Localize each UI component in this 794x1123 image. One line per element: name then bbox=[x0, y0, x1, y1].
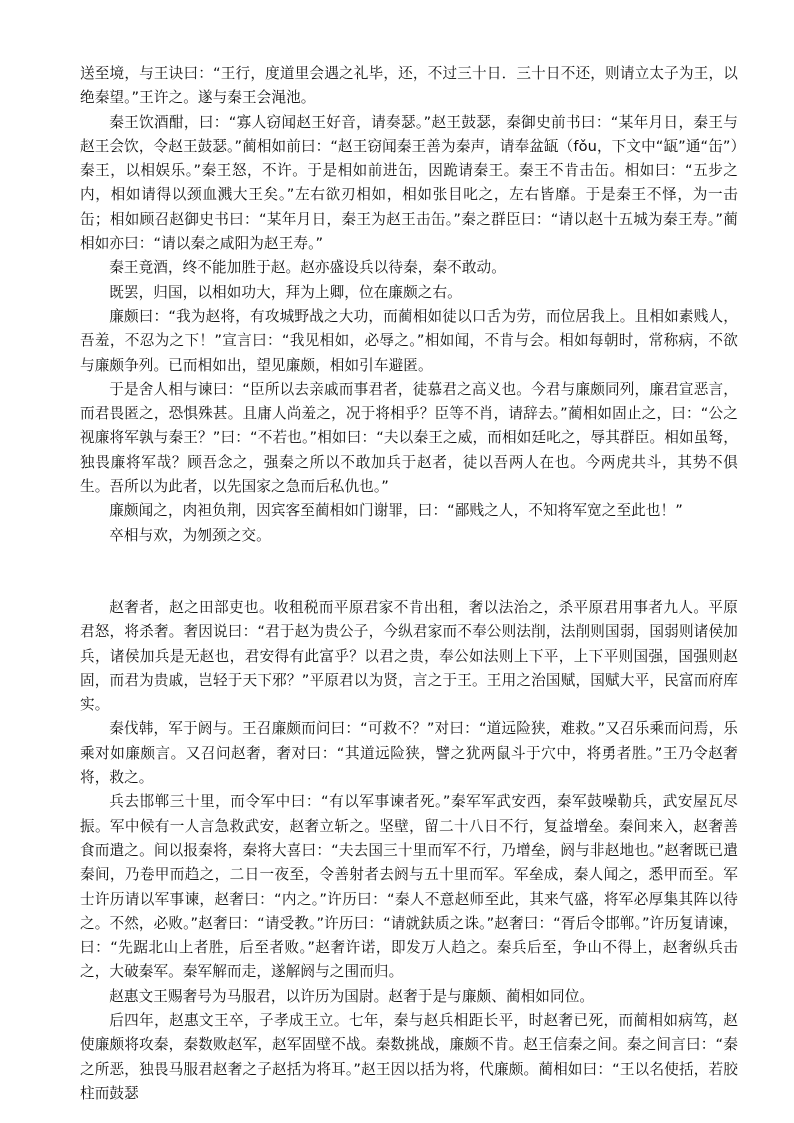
paragraph: 廉颇闻之，肉袒负荆，因宾客至蔺相如门谢罪，曰：“鄙贱之人，不知将军宽之至此也！” bbox=[109, 502, 683, 520]
paragraph: 廉颇曰：“我为赵将，有攻城野战之大功，而蔺相如徒以口舌为劳，而位居我上。且相如素贱人，吾羞，不忍为之下！”宣言曰：“我见相如，必辱之。”相如闻，不肯与会。相如每朝时，常称病，不欲与廉颇争列。已而相如出，望见廉颇，相如引车避匿。 bbox=[80, 307, 738, 374]
paragraph: 卒相与欢，为刎颈之交。 bbox=[109, 526, 271, 544]
paragraph: 于是舍人相与谏曰：“臣所以去亲戚而事君者，徒慕君之高义也。今君与廉颇同列，廉君宣恶言，而君畏匿之，恐惧殊甚。且庸人尚羞之，况于将相乎？臣等不肖，请辞去。”蔺相如固止之，曰：“公之视廉将军孰与秦王？”曰：“不若也。”相如曰：“夫以秦王之威，而相如廷叱之，辱其群臣。相如虽驽，独畏廉将军哉？顾吾念之，强秦之所以不敢加兵于赵者，徒以吾两人在也。今两虎共斗，其势不俱生。吾所以为此者，以先国家之急而后私仇也。” bbox=[80, 380, 738, 496]
paragraph: 既罢，归国，以相如功大，拜为上卿，位在廉颇之右。 bbox=[109, 283, 462, 301]
section-gap bbox=[80, 548, 738, 596]
paragraph: 赵惠文王赐奢号为马服君，以许历为国尉。赵奢于是与廉颇、蔺相如同位。 bbox=[109, 987, 595, 1005]
paragraph: 秦王饮酒酣，曰：“寡人窃闻赵王好音，请奏瑟。”赵王鼓瑟，秦御史前书曰：“某年月日，秦王与赵王会饮，令赵王鼓瑟。”蔺相如前曰：“赵王窃闻秦王善为秦声，请奉盆缻（fǒu，下文中“缻”通“缶”）秦王，以相娱乐。”秦王怒，不许。于是相如前进缶，因跪请秦王。秦王不肯击缶。相如曰：“五步之内，相如请得以颈血溅大王矣。”左右欲刃相如，相如张目叱之，左右皆靡。于是秦王不怿，为一击缶；相如顾召赵御史书曰：“某年月日，秦王为赵王击缶。”秦之群臣曰：“请以赵十五城为秦王寿。”蔺相如亦曰：“请以秦之咸阳为赵王寿。” bbox=[80, 113, 738, 253]
paragraph: 兵去邯郸三十里，而令军中曰：“有以军事谏者死。”秦军军武安西，秦军鼓噪勒兵，武安屋瓦尽振。军中候有一人言急救武安，赵奢立斩之。坚壁，留二十八日不行，复益增垒。秦间来入，赵奢善食而遣之。间以报秦将，秦将大喜曰：“夫去国三十里而军不行，乃增垒，阏与非赵地也。”赵奢既已遣秦间，乃卷甲而趋之，二日一夜至，令善射者去阏与五十里而军。军垒成，秦人闻之，悉甲而至。军士许历请以军事谏，赵奢曰：“内之。”许历曰：“秦人不意赵师至此，其来气盛，将军必厚集其阵以待之。不然，必败。”赵奢曰：“请受教。”许历曰：“请就鈇质之诛。”赵奢曰：“胥后令邯郸。”许历复请谏，曰：“先踞北山上者胜，后至者败。”赵奢许诺，即发万人趋之。秦兵后至，争山不得上，赵奢纵兵击之，大破秦军。秦军解而走，遂解阏与之围而归。 bbox=[80, 793, 738, 981]
paragraph: 秦王竟酒，终不能加胜于赵。赵亦盛设兵以待秦，秦不敢动。 bbox=[109, 259, 506, 277]
paragraph: 送至境，与王诀曰：“王行，度道里会遇之礼毕，还，不过三十日．三十日不还，则请立太子为王，以绝秦望。”王许之。遂与秦王会渑池。 bbox=[80, 65, 738, 107]
paragraph: 后四年，赵惠文王卒，子孝成王立。七年，秦与赵兵相距长平，时赵奢已死，而蔺相如病笃，赵使廉颇将攻秦，秦数败赵军，赵军固壁不战。秦数挑战，廉颇不肯。赵王信秦之间。秦之间言曰：“秦之所恶，独畏马服君赵奢之子赵括为将耳。”赵王因以括为将，代廉颇。蔺相如曰：“王以名使括，若胶柱而鼓瑟 bbox=[80, 1011, 738, 1102]
section-lian-po-lin-xiangru bbox=[80, 62, 738, 548]
section-zhao-she bbox=[80, 596, 738, 1106]
paragraph: 赵奢者，赵之田部吏也。收租税而平原君家不肯出租，奢以法治之，杀平原君用事者九人。平原君怒，将杀奢。奢因说曰：“君于赵为贵公子，今纵君家而不奉公则法削，法削则国弱，国弱则诸侯加兵，诸侯加兵是无赵也，君安得有此富乎？以君之贵，奉公如法则上下平，上下平则国强，国强则赵固，而君为贵戚，岂轻于天下邪？”平原君以为贤，言之于王。王用之治国赋，国赋大平，民富而府库实。 bbox=[80, 598, 738, 714]
paragraph: 秦伐韩，军于阏与。王召廉颇而问曰：“可救不？”对曰：“道远险狭，难救。”又召乐乘而问焉，乐乘对如廉颇言。又召问赵奢，奢对曰：“其道远险狭，譬之犹两鼠斗于穴中，将勇者胜。”王乃令赵奢将，救之。 bbox=[80, 720, 738, 787]
